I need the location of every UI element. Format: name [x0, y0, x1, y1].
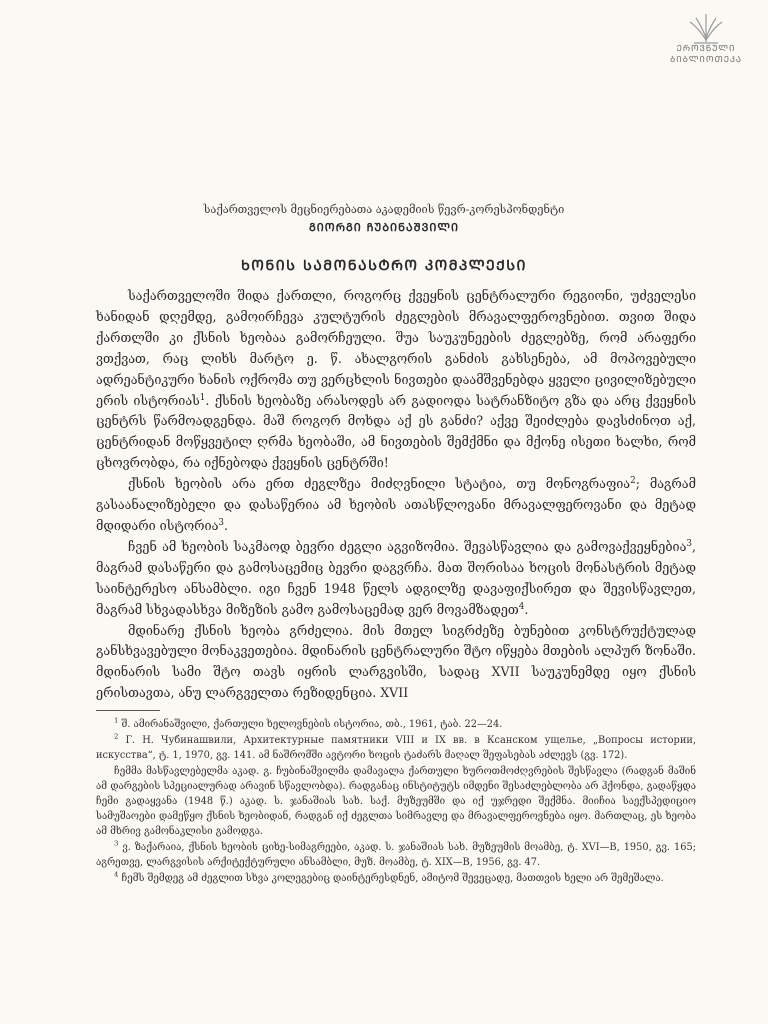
- author-affiliation: საქართველოს მეცნიერებათა აკადემიის წევრ-კორესპონდენტი: [203, 203, 565, 216]
- footnote-3: [96, 840, 696, 870]
- footnote-ref-4: 4: [518, 601, 525, 612]
- footnote-ref-2: 2: [630, 475, 636, 486]
- article-body: [96, 286, 696, 704]
- stamp-line-2: ᲑᲘᲑᲚᲘᲝᲗᲔᲙᲐ: [669, 55, 743, 65]
- footnote-1-number: 1: [114, 716, 119, 725]
- paragraph-1: [96, 286, 696, 474]
- paragraph-3-text: ჩვენ ამ ხეობის საკმაოდ ბევრი ძეგლი აგვიზომია. შევასწავლია და გამოვაქვეყნებია: [128, 538, 687, 554]
- footnote-ref-1: 1: [199, 392, 206, 403]
- paragraph-2-tail: ; მაგრამ გასაანალიზებელი და დასაწერია ამ ხეობის ათასწლოვანი მრავალფეროვანი და მეტად მდიდარი ისტორია: [96, 476, 696, 533]
- footnote-3-number: 3: [114, 839, 119, 848]
- paragraph-3: [96, 537, 696, 621]
- footnote-ref-2b: 3: [218, 517, 224, 528]
- paragraph-2-text: ქსნის ხეობის არა ერთ ძეგლზეა მიძღვნილი სტატია, თუ მონოგრაფია: [128, 476, 631, 492]
- article-title: ᲮᲝᲜᲘᲡ ᲡᲐᲛᲝᲜᲐᲡᲢᲠᲝ ᲙᲝᲛᲞᲚᲔᲥᲡᲘ: [241, 258, 527, 274]
- paragraph-1-tail: . ქსნის ხეობაზე არასოდეს არ გადიოდა სატრანზიტო გზა და არც ქვეყნის ცენტრს წარმოადგენდა. მაშ როგორ მოხდა აქ ეს განძი? აქვე შეიძლება დავსძინოთ აქ, ცენტრიდან მოწყვეტილ ღრმა ხეობაში, ამ ნივთების შემქმნი და მქონე ისეთი ხალხი, რომ ცხოვრობდა, რა იქნებოდა ქვეყნის ცენტრში!: [96, 392, 696, 471]
- paragraph-2-end: .: [224, 517, 229, 533]
- footnote-2-text: Г. Н. Чубинашвили, Архитектурные памятники VIII и IX вв. в Ксанском ущелье, „Вопросы истории, искусства“, ტ. 1, 1970, გვ. 141. ამ ნაშრომში ავტორი ხოცის ტაძარს მაღალ შეფასებას აძლევს (გვ. 172).: [96, 735, 696, 761]
- library-logo-icon: [684, 10, 728, 44]
- library-stamp: [666, 10, 746, 66]
- footnotes: [96, 717, 696, 887]
- footnote-divider: [96, 710, 160, 711]
- footnote-3-text: ვ. ზაქარაია, ქსნის ხეობის ციხე-სიმაგრეები, აკად. ს. ჯანაშიას სახ. მუზეუმის მოამბე, ტ. XVI—B, 1950, გვ. 165; აგრეთვე, ლარგვისის არქიტექტურული ანსამბლი, მუზ. მოამბე, ტ. XIX—B, 1956, გვ. 47.: [96, 842, 697, 868]
- paragraph-3-end: .: [524, 601, 529, 617]
- footnote-1-text: შ. ამირანაშვილი, ქართული ხელოვნების ისტორია, თბ., 1961, ტაბ. 22—24.: [121, 719, 503, 730]
- paragraph-3-tail: , მაგრამ დასაწერი და გამოსაცემიც ბევრი დაგვრჩა. მათ შორისაა ხოცის მონასტრის მეტად საინტერესო ანსამბლი. იგი ჩვენ 1948 წელს ადგილზე დავაფიქსირეთ და შევისწავლეთ, მაგრამ სხვადასხვა მიზეზის გამო გამოსაცემად ვერ მოვამზადეთ: [96, 538, 696, 617]
- footnote-4-number: 4: [114, 870, 119, 879]
- footnote-2: [96, 733, 696, 763]
- footnote-4: [96, 871, 696, 886]
- stamp-line-1: ᲔᲠᲝᲕᲜᲣᲚᲘ: [676, 44, 736, 54]
- footnote-4-text: ჩემს შემდეგ ამ ძეგლით სხვა კოლეგებიც დაინტერესდნენ, ამიტომ შევეცადე, მათთვის ხელი არ შემეშალა.: [121, 873, 664, 884]
- footnote-2-number: 2: [114, 732, 119, 741]
- paragraph-1-text: საქართველოში შიდა ქართლი, როგორც ქვეყნის ცენტრალური რეგიონი, უძველესი ხანიდან დღემდე, გამოირჩევა კულტურის ძეგლების მრავალფეროვნებით. თვით შიდა ქართლში კი ქსნის ხეობაა გამორჩეული. შუა საუკუნეების ძეგლებზე, რომ არაფერი ვთქვათ, რაც ლიხს მარტო ე. წ. ახალგორის განძის გახსენება, ამ მოპოვებული ადრეანტიკური ხანის ოქრომა თუ ვერცხლის ნივთები დაამშვენებდა ყველი ცივილიზებული ერის ისტორიას: [96, 288, 696, 408]
- paragraph-4: მდინარე ქსნის ხეობა გრძელია. მის მთელ სიგრძეზე ბუნებით კონსტრუქტულად განსხვავებული მონაკვეთებია. მდინარის ცენტრალური შტო იწყება მთების ალპურ ზონაში. მდინარის სამი შტო თავს იყრის ლარგვისში, სადაც XVII საუკუნემდე იყო ქსნის ერისთავთა, ანუ ლარგველთა რეზიდენცია. XVII: [96, 622, 696, 701]
- paragraph-2: [96, 474, 696, 537]
- footnote-ref-3: 3: [686, 538, 692, 549]
- footnote-1: [96, 717, 696, 732]
- footnote-2-continued: ჩემმა მასწავლებელმა აკად. გ. ჩუბინაშვილმა დამავალა ქართული ხუროთმოძღვრების შესწავლა (რადგან მაშინ ამ დარგების სპეციალურად არავინ სწავლობდა). რადგანაც ინსტიტუტს იმდენი შესაძლებლობა არ ჰქონდა, გადაწყდა ჩემი გადაყვანა (1948 წ.) აკად. ს. ჯანაშიას სახ. საქ. მუზეუმში და იქ უჯრედი შექმნა. მიიჩია საექსპედიციო სამუშაოები დამეწყო ქსნის ხეობიდან, რადგან იქ ძეგლთა სიმრავლე და მრავალფეროვნება იყო. მართლაც, ეს ხეობა ამ მხრივ გამონაკლისი გამოდგა.: [96, 766, 696, 837]
- author-name: ᲒᲘᲝᲠᲒᲘ ᲩᲣᲑᲘᲜᲐᲨᲕᲘᲚᲘ: [309, 221, 459, 234]
